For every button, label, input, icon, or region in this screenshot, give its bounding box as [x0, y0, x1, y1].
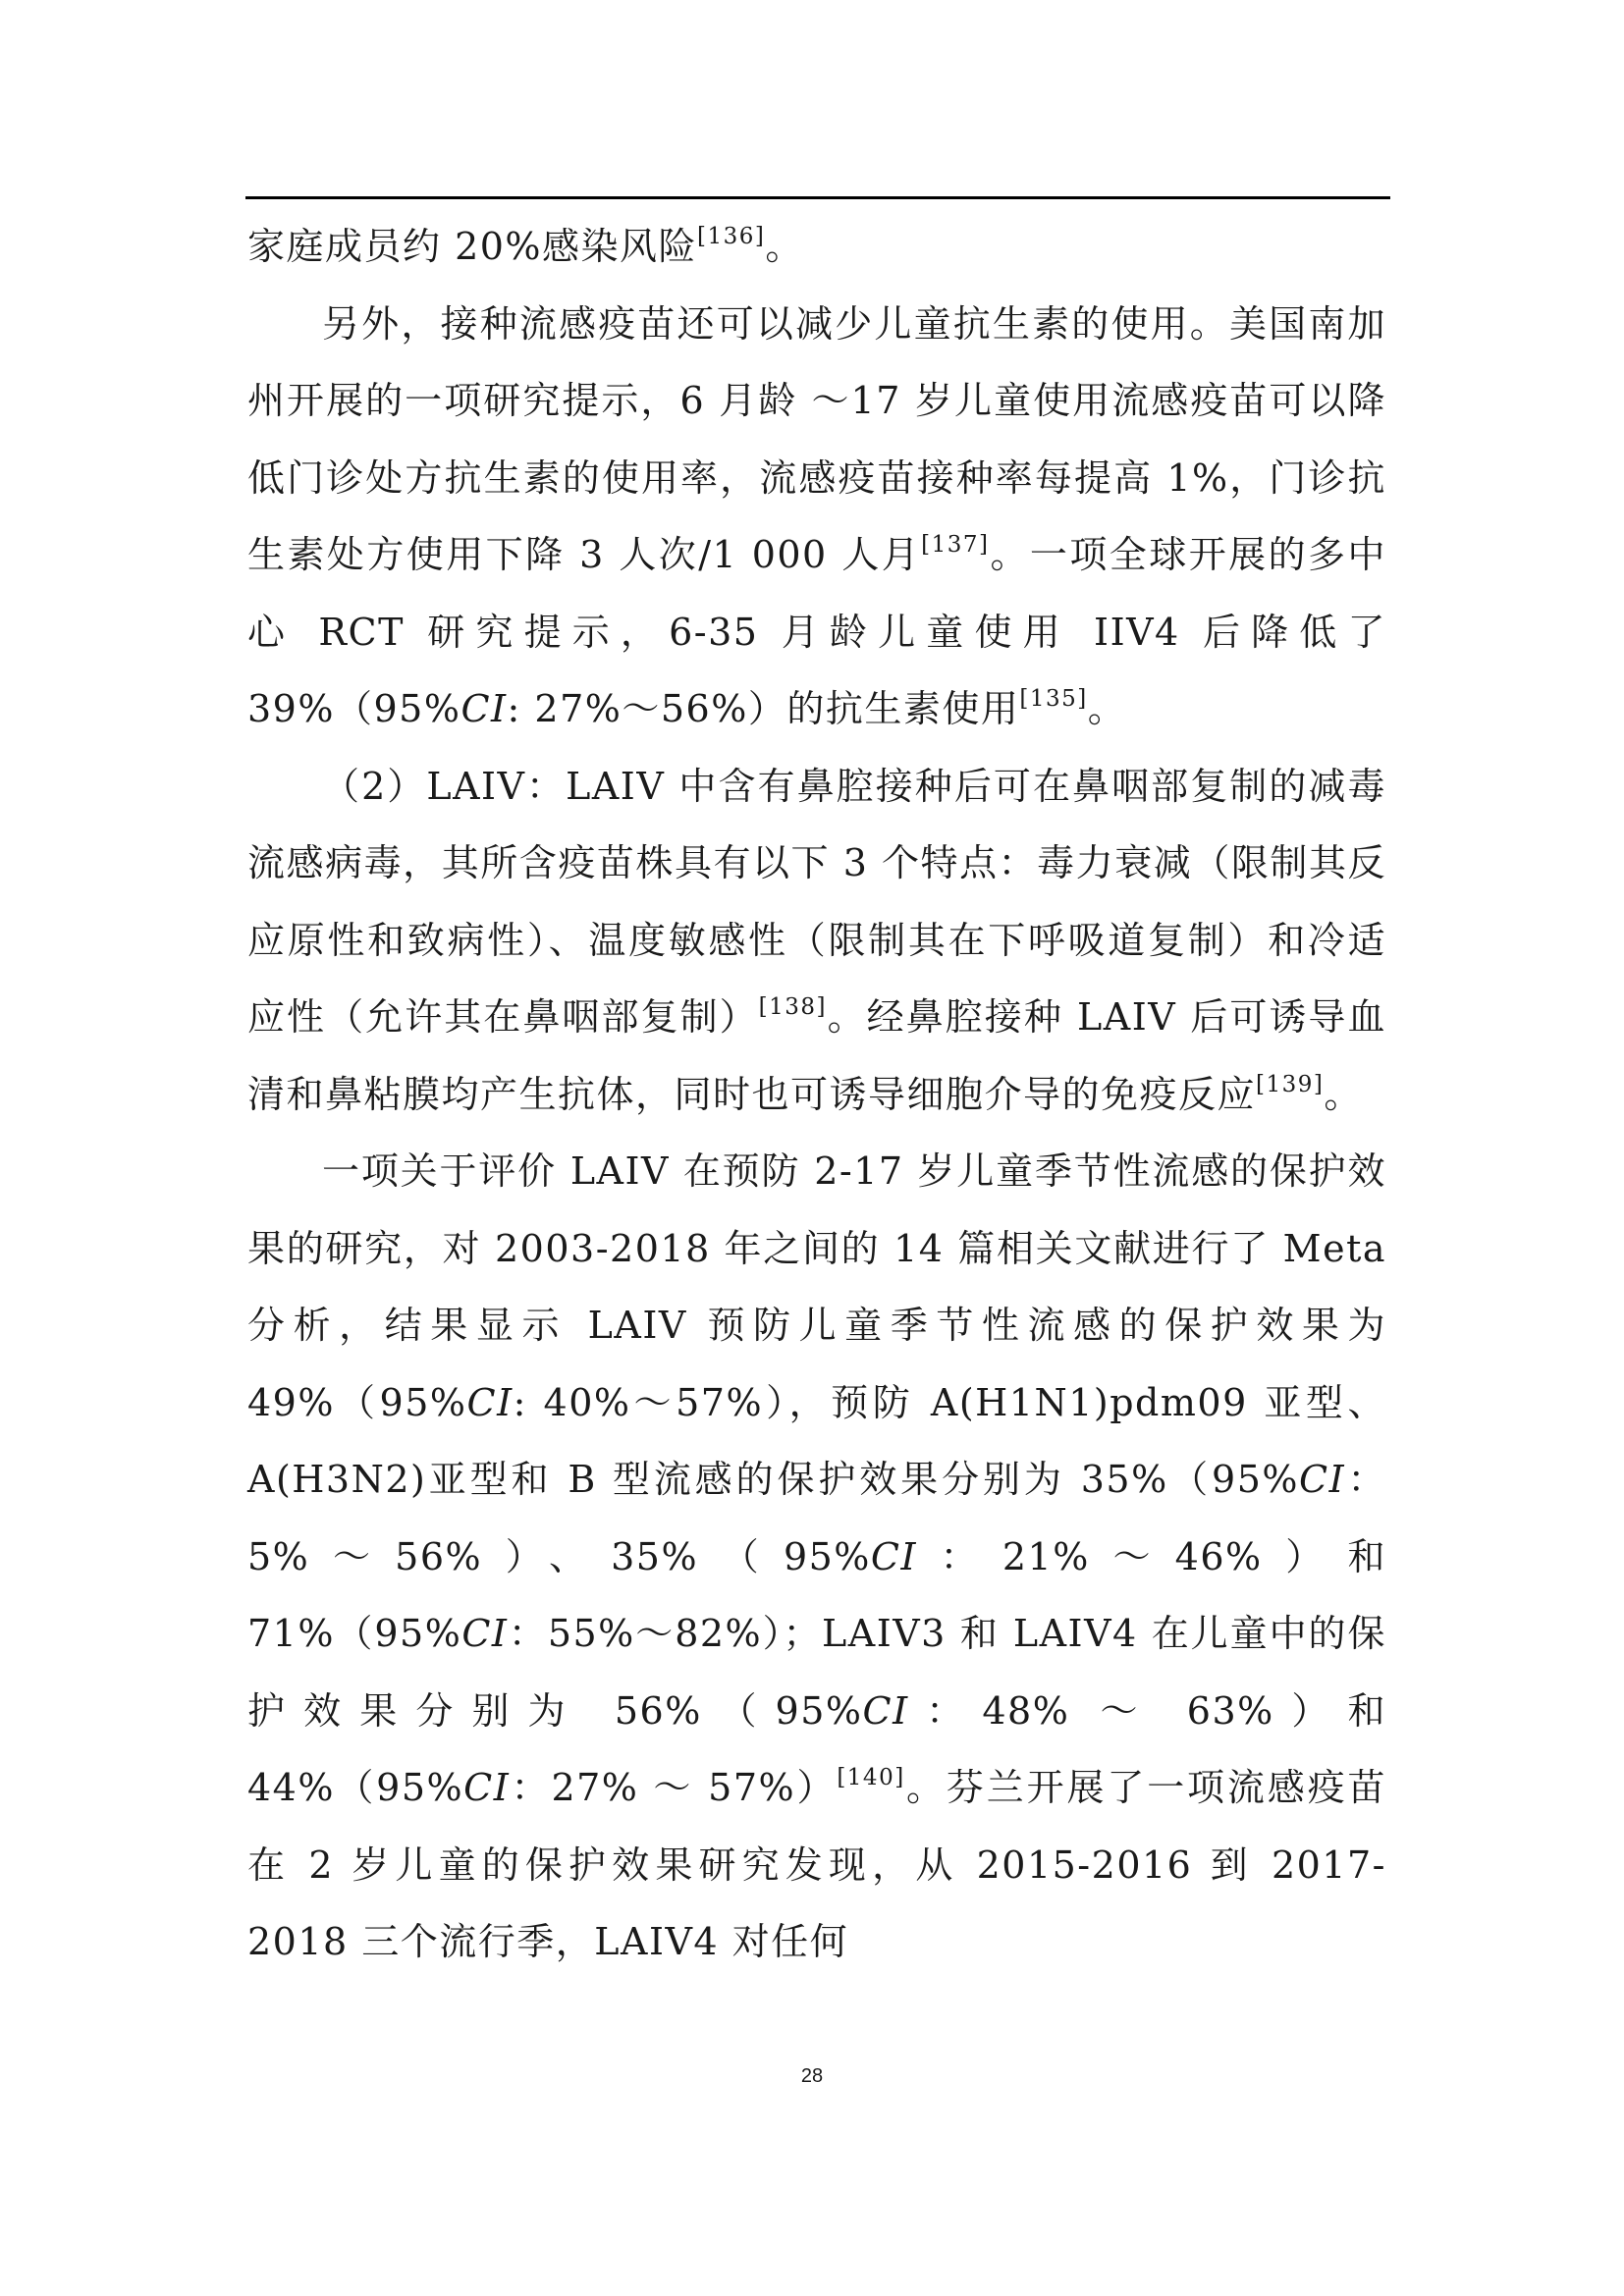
citation-ref: [139] — [1256, 1071, 1325, 1097]
citation-ref: [136] — [697, 224, 766, 250]
italic-ci: CI — [461, 1612, 509, 1655]
page-number: 28 — [800, 2065, 824, 2087]
text-run: 。芬兰开展了一项流感疫苗在 2 岁儿童的保护效果研究发现，从 2015-2016 到 2017-2018 三个流行季，LAIV4 对任何 — [247, 1766, 1386, 1963]
paragraph-2 — [247, 286, 1386, 748]
text-run: 。一项全球开展的多中心 RCT 研究提示，6-35 月龄儿童使用 IIV4 后降低了 39%（95% — [247, 533, 1386, 730]
text-run: 家庭成员约 20%感染风险 — [247, 225, 698, 268]
text-run: ：21%～46%）和 71%（95% — [247, 1534, 1386, 1655]
body-text — [247, 208, 1386, 1981]
text-run: : 40%～57%），预防 A(H1N1)pdm09 亚型、A(H3N2)亚型和 B 型流感的保护效果分别为 35%（95% — [247, 1380, 1386, 1501]
italic-ci: CI — [1299, 1458, 1346, 1501]
text-run: 。 — [765, 225, 804, 268]
paragraph-3 — [247, 748, 1386, 1134]
text-run: ：27% ～ 57%） — [510, 1766, 838, 1809]
text-run: ：55%～82%）；LAIV3 和 LAIV4 在儿童中的保护效果分别为 56%（95% — [247, 1612, 1386, 1733]
text-run: 。 — [1324, 1072, 1363, 1116]
italic-ci: CI — [463, 1766, 511, 1809]
citation-ref: [137] — [921, 532, 990, 559]
citation-ref: [138] — [758, 994, 828, 1021]
italic-ci: CI — [466, 1380, 514, 1424]
text-run: 另外，接种流感疫苗还可以减少儿童抗生素的使用。美国南加州开展的一项研究提示，6 月龄 ～17 岁儿童使用流感疫苗可以降低门诊处方抗生素的使用率，流感疫苗接种率每提高 1%，门诊抗生素处方使用下降 3 人次/1 000 人月 — [247, 301, 1386, 576]
italic-ci: CI — [862, 1688, 909, 1733]
text-run: ：48% ～ 63%）和 44%（95% — [247, 1688, 1386, 1809]
italic-ci: CI — [870, 1534, 917, 1578]
text-run: ：5%～56%）、35%（95% — [247, 1458, 1386, 1578]
text-run: （2）LAIV：LAIV 中含有鼻腔接种后可在鼻咽部复制的减毒流感病毒，其所含疫苗株具有以下 3 个特点：毒力衰减（限制其反应原性和致病性）、温度敏感性（限制其在下呼吸道复制）和冷适应性（允许其在鼻咽部复制） — [247, 764, 1386, 1039]
text-run: : 27%～56%）的抗生素使用 — [507, 687, 1020, 730]
paragraph-1 — [247, 208, 1386, 286]
header-rule — [245, 196, 1390, 199]
text-run: 。经鼻腔接种 LAIV 后可诱导血清和鼻粘膜均产生抗体，同时也可诱导细胞介导的免疫反应 — [247, 995, 1386, 1116]
citation-ref: [140] — [837, 1765, 905, 1791]
text-run: 。 — [1087, 687, 1127, 730]
paragraph-4 — [247, 1133, 1386, 1981]
text-run: 一项关于评价 LAIV 在预防 2-17 岁儿童季节性流感的保护效果的研究，对 2003-2018 年之间的 14 篇相关文献进行了 Meta 分析，结果显示 LAIV 预防儿童季节性流感的保护效果为 49%（95% — [247, 1149, 1386, 1424]
italic-ci: CI — [460, 687, 508, 730]
citation-ref: [135] — [1019, 686, 1088, 713]
